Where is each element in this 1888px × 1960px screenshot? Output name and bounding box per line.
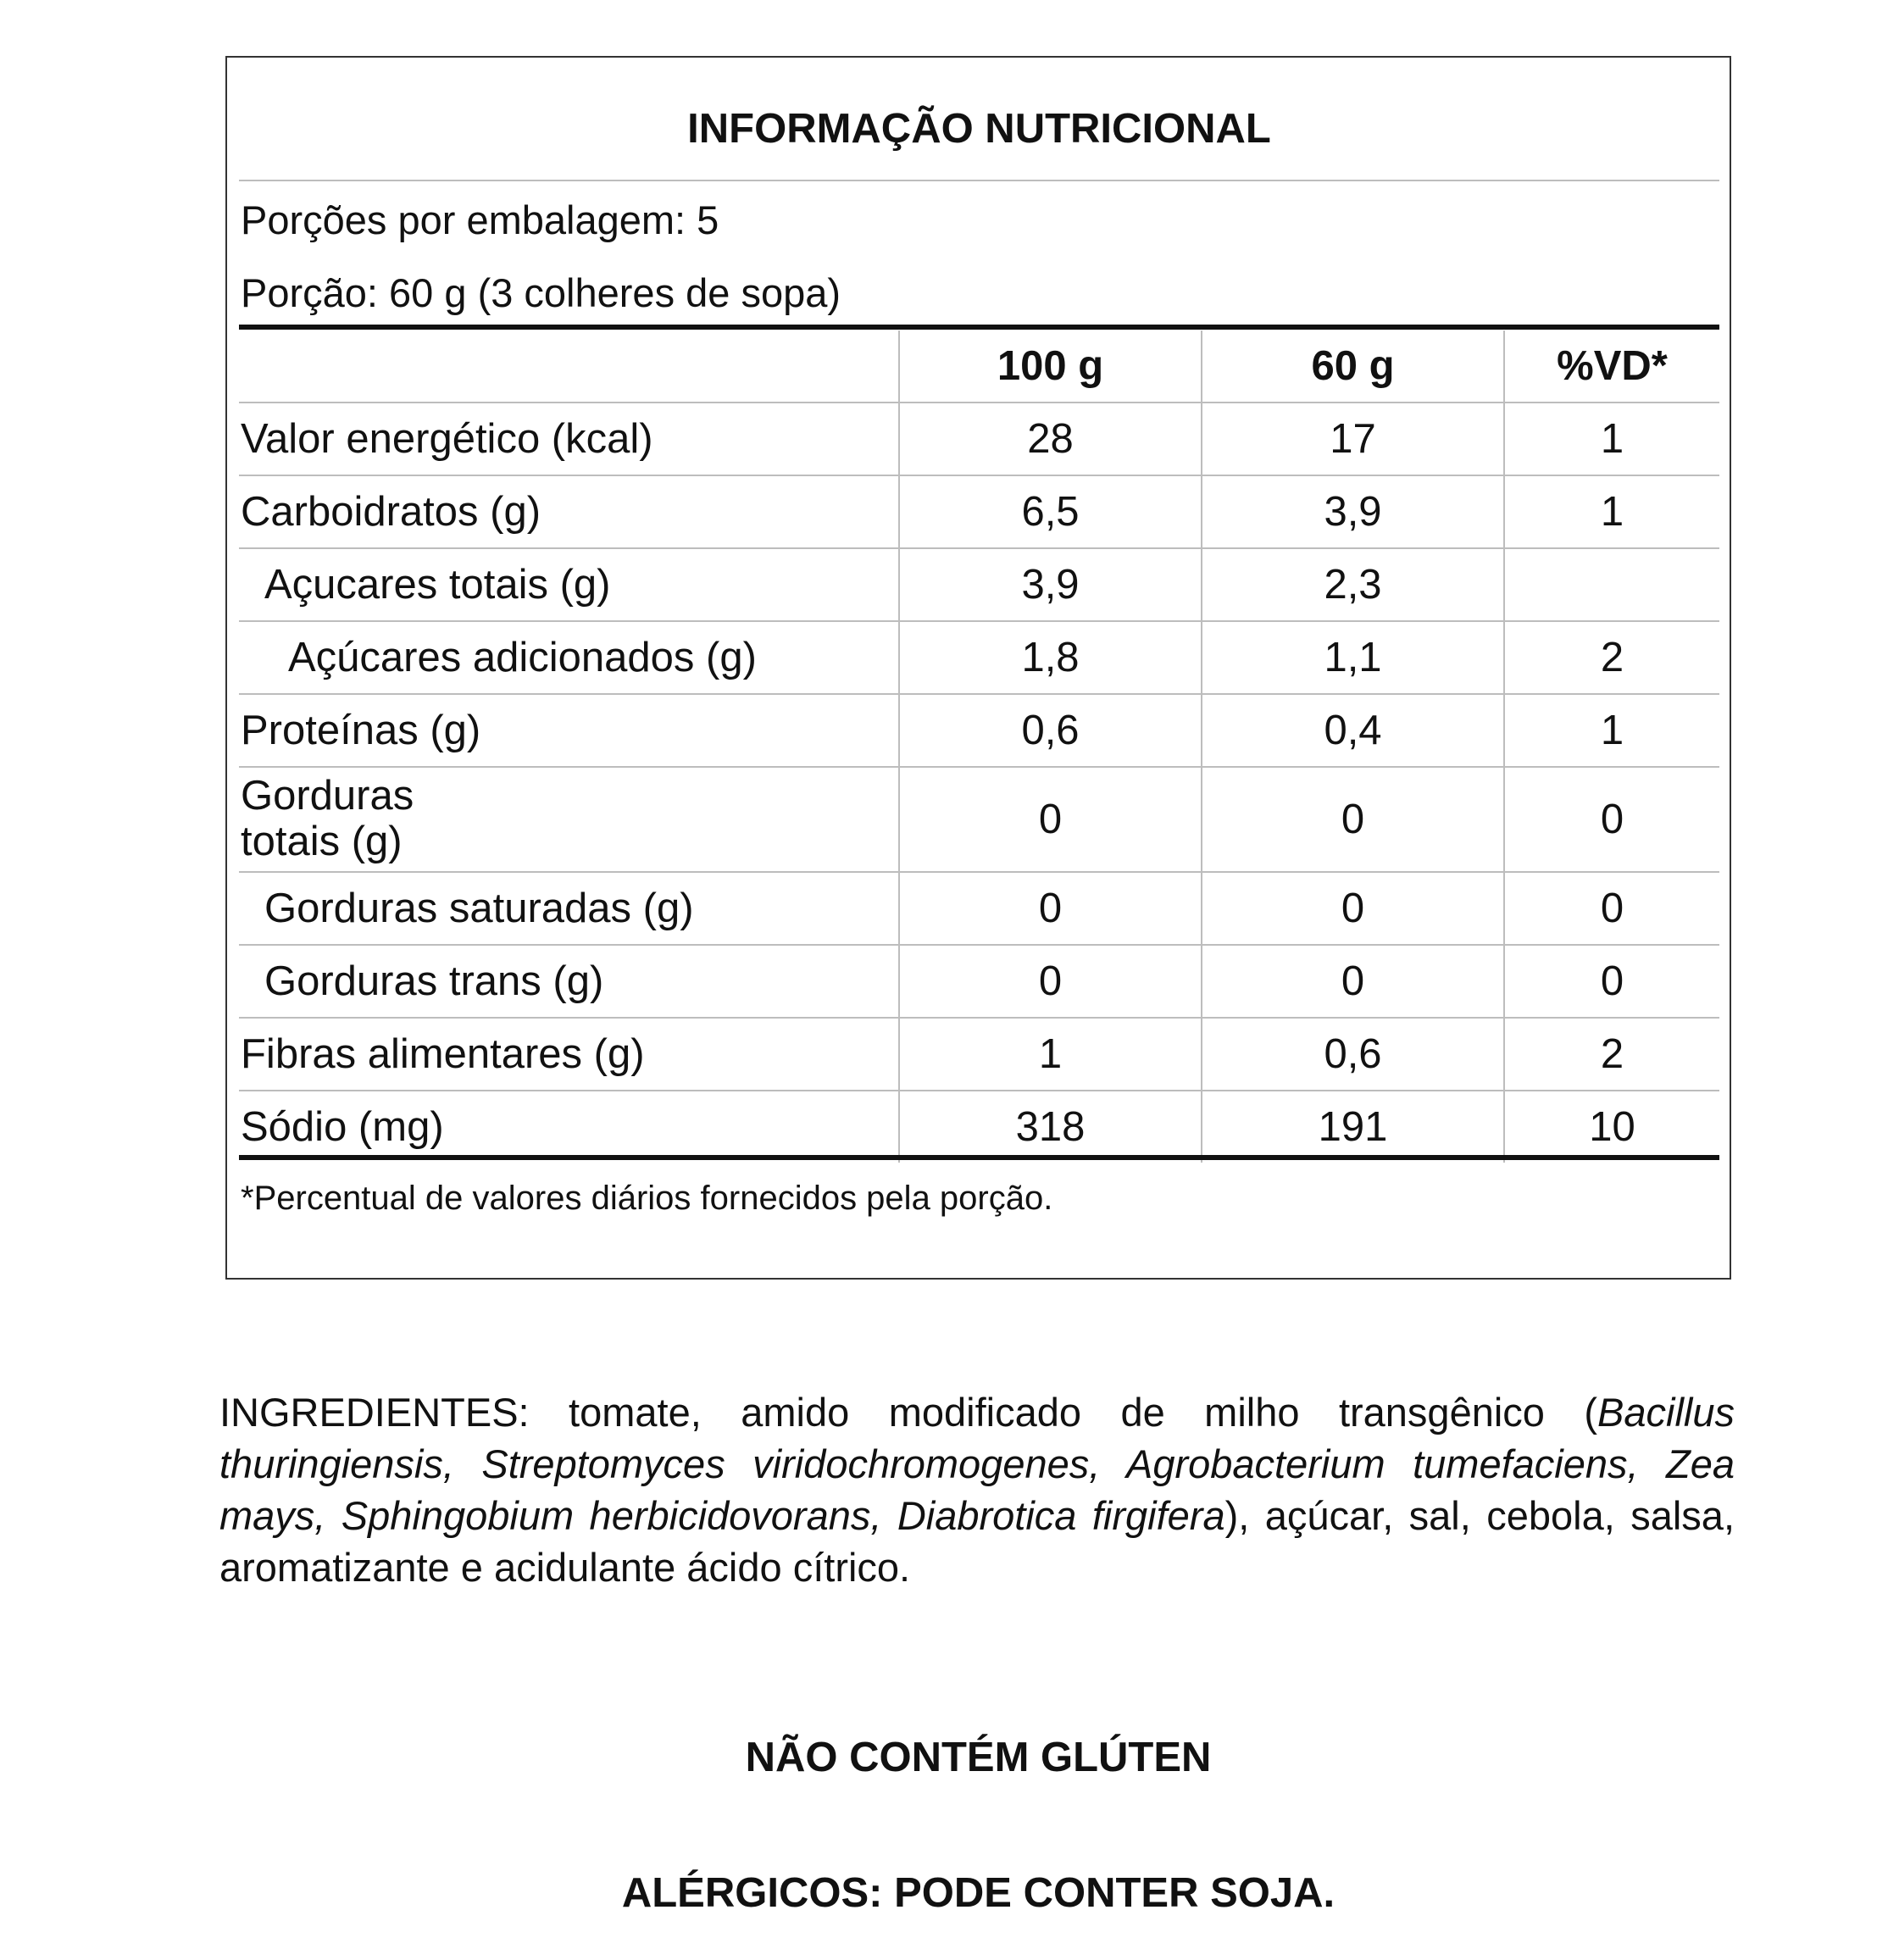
nutrition-facts-panel xyxy=(225,56,1731,1280)
table-row xyxy=(239,403,1719,475)
nutrient-name: Gorduras totais (g) xyxy=(241,773,414,864)
daily-value-percent: 0 xyxy=(1504,767,1719,872)
allergen-notice: ALÉRGICOS: PODE CONTER SOJA. xyxy=(621,1870,1335,1916)
daily-value-footnote: *Percentual de valores diários fornecidos pela porção. xyxy=(241,1180,1053,1217)
nutrient-name: Proteínas (g) xyxy=(239,694,899,767)
table-row xyxy=(239,945,1719,1018)
value-per-100g: 0,6 xyxy=(899,694,1202,767)
nutrient-name: Valor energético (kcal) xyxy=(239,403,899,475)
value-per-100g: 28 xyxy=(899,403,1202,475)
daily-value-percent xyxy=(1504,548,1719,621)
divider xyxy=(239,180,1719,181)
value-per-60g: 17 xyxy=(1202,403,1504,475)
daily-value-percent: 1 xyxy=(1504,403,1719,475)
value-per-60g: 0 xyxy=(1202,767,1504,872)
value-per-60g: 0,6 xyxy=(1202,1018,1504,1091)
value-per-100g: 318 xyxy=(899,1091,1202,1163)
value-per-60g: 3,9 xyxy=(1202,475,1504,548)
daily-value-percent: 0 xyxy=(1504,945,1719,1018)
value-per-100g: 1,8 xyxy=(899,621,1202,694)
daily-value-percent: 2 xyxy=(1504,1018,1719,1091)
table-row xyxy=(239,621,1719,694)
value-per-60g: 2,3 xyxy=(1202,548,1504,621)
value-per-100g: 3,9 xyxy=(899,548,1202,621)
nutrient-name: Sódio (mg) xyxy=(241,1104,444,1150)
daily-value-percent: 10 xyxy=(1504,1091,1719,1163)
value-per-100g: 6,5 xyxy=(899,475,1202,548)
table-row xyxy=(239,767,1719,872)
thick-divider-bottom xyxy=(239,1155,1719,1160)
value-per-60g: 0 xyxy=(1202,872,1504,945)
nutrient-name: Gorduras trans (g) xyxy=(239,945,899,1018)
value-per-60g: 0,4 xyxy=(1202,694,1504,767)
table-row xyxy=(239,475,1719,548)
table-row xyxy=(239,694,1719,767)
value-per-100g: 0 xyxy=(899,945,1202,1018)
nutrient-name: Açúcares adicionados (g) xyxy=(239,621,899,694)
column-header-per-60g: 60 g xyxy=(1202,330,1504,403)
thick-divider-top xyxy=(239,325,1719,330)
value-per-60g: 191 xyxy=(1202,1091,1504,1163)
column-header-daily-value: %VD* xyxy=(1504,330,1719,403)
value-per-100g: 0 xyxy=(899,767,1202,872)
table-row xyxy=(239,548,1719,621)
nutrient-name-cell xyxy=(239,767,899,872)
nutrient-name: Gorduras saturadas (g) xyxy=(239,872,899,945)
ingredients-species: Bacillus thuringiensis, Streptomyces viridochromogenes, Agrobacterium tumefaciens, Zea mays, Sphingobium herbicidovorans, Diabrotica firgifera xyxy=(219,1390,1735,1538)
value-per-60g: 0 xyxy=(1202,945,1504,1018)
value-per-60g: 1,1 xyxy=(1202,621,1504,694)
ingredients-lead: INGREDIENTES: tomate, amido modificado de milho transgênico ( xyxy=(219,1390,1598,1435)
column-header-per-100g: 100 g xyxy=(899,330,1202,403)
nutrition-title: INFORMAÇÃO NUTRICIONAL xyxy=(687,106,1271,152)
gluten-notice: NÃO CONTÉM GLÚTEN xyxy=(745,1735,1212,1780)
daily-value-percent: 2 xyxy=(1504,621,1719,694)
nutrient-name: Açucares totais (g) xyxy=(239,548,899,621)
daily-value-percent: 0 xyxy=(1504,872,1719,945)
daily-value-percent: 1 xyxy=(1504,475,1719,548)
ingredients-text xyxy=(219,1386,1735,1593)
servings-per-package: Porções por embalagem: 5 xyxy=(241,197,719,242)
value-per-100g: 0 xyxy=(899,872,1202,945)
table-row xyxy=(239,1091,1719,1163)
table-row xyxy=(239,1018,1719,1091)
nutrient-name: Fibras alimentares (g) xyxy=(239,1018,899,1091)
table-header-row xyxy=(239,330,1719,403)
ingredients-tail: ), açúcar, sal, cebola, salsa, aromatizante e acidulante ácido cítrico. xyxy=(219,1493,1735,1590)
table-row xyxy=(239,872,1719,945)
value-per-100g: 1 xyxy=(899,1018,1202,1091)
serving-size: Porção: 60 g (3 colheres de sopa) xyxy=(241,270,841,315)
daily-value-percent: 1 xyxy=(1504,694,1719,767)
column-header-nutrient xyxy=(239,330,899,403)
nutrition-table xyxy=(239,330,1719,1163)
nutrient-name: Carboidratos (g) xyxy=(239,475,899,548)
